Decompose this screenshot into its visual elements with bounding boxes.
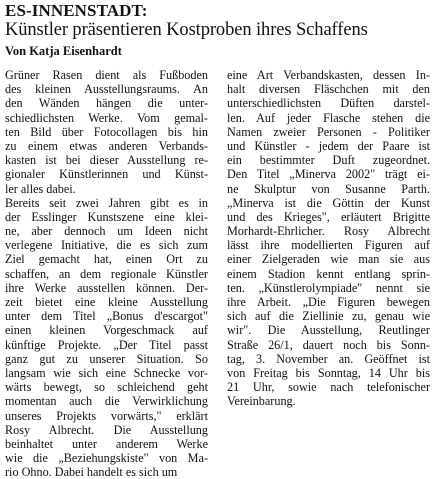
text-line: langsam wie sich eine Schnecke vor- [5, 365, 208, 380]
text-line: den Wänden hängen die unter- [5, 96, 208, 111]
text-line: ihre Werke ausstellen können. Der- [5, 280, 208, 295]
left-column [5, 68, 208, 479]
text-line: einem Stadion kennt entlang sprin- [227, 266, 430, 281]
text-line: unseres Projekts vorwärts," erklärt [5, 408, 208, 423]
text-line: des kleinen Ausstellungsraums. An [5, 82, 208, 97]
article-headline: Künstler präsentieren Kostproben ihres Schaffens [5, 20, 368, 40]
text-line: tag, 3. November an. Geöffnet ist [227, 351, 430, 366]
newspaper-article [5, 1, 431, 479]
text-line: von Freitag bis Sonntag, 14 Uhr bis [227, 365, 430, 380]
text-line: len. Auf jeder Flasche stehen die [227, 110, 430, 125]
text-line: momentan auch die Verwirklichung [5, 394, 208, 409]
text-line: unterschiedlichsten Düften darstel- [227, 96, 430, 111]
text-line: ten Bild über Fotocollagen bis hin [5, 124, 208, 139]
text-line: ne, aber dennoch um Ideen nicht [5, 224, 208, 239]
text-line: Straße 26/1, dauert noch bis Sonn- [227, 337, 430, 352]
text-line: Vereinbarung. [227, 394, 296, 409]
text-line: einer Zielgeraden wie man sie aus [227, 252, 430, 267]
text-line: halt diversen Fläschchen mit den [227, 82, 430, 97]
article-byline: Von Katja Eisenhardt [5, 44, 122, 58]
text-line: zeit bietet eine kleine Ausstellung [5, 295, 208, 309]
text-line: wir". Die Ausstellung, Reutlinger [227, 323, 430, 338]
text-line: wärts bewegt, so schleichend geht [5, 380, 208, 395]
text-line: ganz gut zu unserer Situation. So [5, 351, 208, 366]
text-line: und des Krieges", erläutert Brigitte [227, 209, 430, 224]
text-line: Rosy Albrecht. Die Ausstellung [5, 422, 208, 437]
text-line: Grüner Rasen dient als Fußboden [5, 68, 208, 82]
text-line: 21 Uhr, sowie nach telefonischer [227, 380, 430, 395]
text-line: und Künstler - jedem der Paare ist [227, 138, 430, 153]
text-line: wie die „Beziehungskiste" von Ma- [5, 451, 208, 466]
text-line: verlegene Initiative, die es sich zum [5, 238, 208, 253]
text-line: Morhardt-Ehrlicher. Rosy Albrecht [227, 224, 430, 239]
text-line: lässt ihre modellierten Figuren auf [227, 238, 430, 253]
text-line: sich auf die Ziellinie zu, genau wie [227, 309, 430, 324]
text-line: eine Art Verbandskasten, dessen In- [227, 68, 430, 82]
text-line: schaffen, an dem regionale Künstler [5, 266, 208, 281]
text-line: ler alles dabei. [5, 181, 76, 196]
text-line: Ziel gemacht hat, einen Ort zu [5, 252, 208, 267]
text-line: der Esslinger Kunstszene eine klei- [5, 209, 208, 224]
text-line: ein bestimmter Duft zugeordnet. [227, 153, 430, 168]
text-line: einen kleinen Vorgeschmack auf [5, 323, 208, 338]
article-kicker: ES-INNENSTADT: [5, 1, 148, 20]
text-line: beinhaltet unter anderem Werke [5, 436, 208, 451]
text-line: unter dem Titel „Bonus d'escargot" [5, 309, 208, 324]
text-line: künftige Projekte. „Der Titel passt [5, 337, 208, 352]
text-line: ihre Arbeit. „Die Figuren bewegen [227, 295, 430, 309]
text-line: schiedlichsten Werke. Vom gemal- [5, 110, 208, 125]
right-column [227, 68, 430, 409]
text-line: ten. „Künstlerolympiade" nennt sie [227, 280, 430, 295]
text-line: kasten ist bei dieser Ausstellung re- [5, 153, 208, 168]
text-line: „Minerva ist die Göttin der Kunst [227, 195, 430, 210]
text-line: Bereits seit zwei Jahren gibt es in [5, 195, 208, 210]
text-line: zu einem etwas anderen Verbands- [5, 138, 208, 153]
text-line: Den Titel „Minerva 2002" trägt ei- [227, 167, 430, 182]
text-line: Namen zweier Personen - Politiker [227, 124, 430, 139]
text-line: gionaler Künstlerinnen und Künst- [5, 167, 208, 182]
text-line: ne Skulptur von Susanne Parth. [227, 181, 430, 196]
text-line: rio Ohno. Dabei handelt es sich um [5, 465, 178, 479]
